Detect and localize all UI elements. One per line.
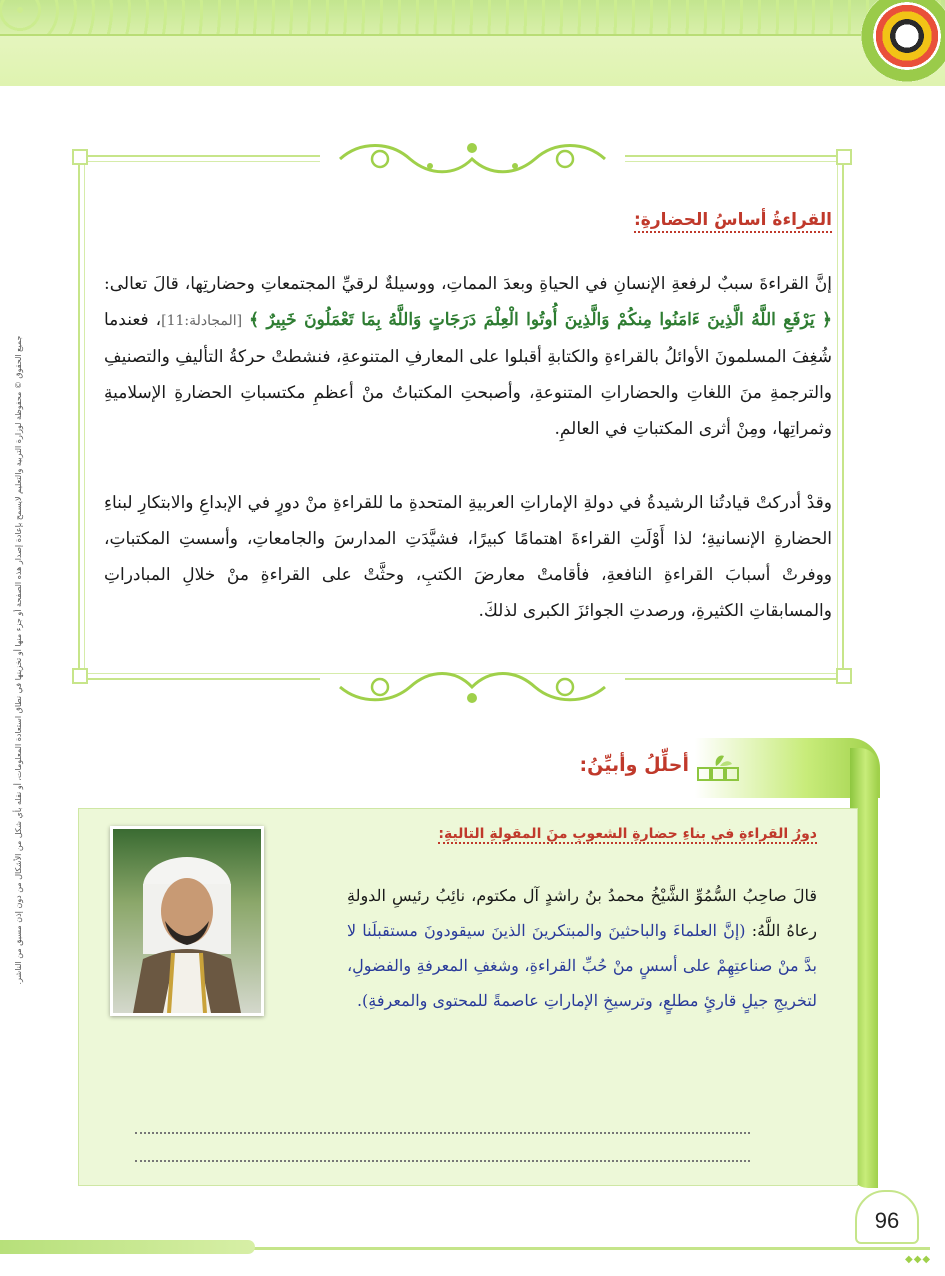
answer-line[interactable]	[135, 1160, 750, 1162]
paragraph-1	[104, 266, 832, 447]
footer-strip	[0, 1240, 255, 1254]
page-number: 96	[874, 1208, 900, 1233]
activity-question: دورُ القراءةِ في بناءِ حضارةِ الشعوبِ منَ المقولةِ التاليةِ:	[438, 826, 817, 842]
frame-corner	[836, 149, 852, 165]
books-icon	[696, 752, 740, 782]
activity-title: أحلِّلُ وأبيِّنُ:	[579, 754, 689, 776]
footer-dots-icon: ◆◆◆	[905, 1254, 932, 1265]
verse-citation: [المجادلة:11]	[161, 313, 243, 329]
section-title: القراءةُ أساسُ الحضارةِ:	[634, 210, 832, 233]
copyright-notice: جميع الحقوق © محفوظة لوزارة التربية والتعليم لايسمح بإعادة إصدار هذه الصفحة أو جزء منها أو تخزينها في نطاق استعادة المعلومات، أو نقله بأي شكل من الأشكال من دون إذن مسبق من الناشر.	[14, 335, 23, 985]
quote-text: (إنَّ العلماءَ والباحثينَ والمبتكرينَ الذينَ سيقودونَ مستقبلَنا لا بدَّ منْ صناعتِهِمْ على أسسٍ منْ حُبِّ القراءةِ، وشغفِ المعرفةِ والفضولِ، لتخريجِ جيلٍ قارئٍ مطلعٍ، وترسيخِ الإماراتِ عاصمةً للمحتوى والمعرفةِ).	[347, 921, 817, 1010]
quote-intro: قالَ صاحِبُ السُّمُوِّ الشَّيْخُ محمدُ بنُ راشدٍ آل مكتوم، نائِبُ رئيسِ الدولةِ رعاهُ اللَّهُ:	[347, 886, 818, 940]
paragraph-2: وقدْ أدركتْ قيادتُنا الرشيدةُ في دولةِ الإماراتِ العربيةِ المتحدةِ ما للقراءةِ منْ دورٍ في الإبداعِ والابتكارِ لبناءِ الحضارةِ الإنسانيةِ؛ لذا أَوْلَتِ القراءةَ اهتمامًا كبيرًا، فشيَّدَتِ المدارسَ والجامعاتِ، وأسستِ المكتباتِ، ووفرتْ أسبابَ القراءةِ النافعةِ، فأقامتْ معارضَ الكتبِ، وحثَّتْ على القراءةِ منْ خلالِ المبادراتِ والمسابقاتِ الكثيرةِ، ورصدتِ الجوائزَ الكبرى لذلكَ.	[104, 493, 832, 621]
quote-block	[347, 878, 817, 1018]
answer-line[interactable]	[135, 1132, 750, 1134]
paragraph-1-intro: إنَّ القراءةَ سببٌ لرفعةِ الإنسانِ في الحياةِ وبعدَ المماتِ، ووسيلةٌ لرقيِّ المجتمعاتِ وحضارتِها، قالَ تعالى:	[104, 274, 832, 294]
bottom-ornament-icon	[320, 664, 625, 710]
header-pattern	[0, 0, 945, 34]
quran-verse: ﴿ يَرْفَعِ اللَّهُ الَّذِينَ ءَامَنُوا مِنكُمْ وَالَّذِينَ أُوتُوا الْعِلْمَ دَرَجَاتٍ وَاللَّهُ بِمَا تَعْمَلُونَ خَبِيرٌ ﴾	[249, 310, 832, 330]
frame-corner	[72, 668, 88, 684]
top-ornament-icon	[320, 136, 625, 182]
portrait-photo	[110, 826, 264, 1016]
header-divider	[0, 34, 945, 36]
frame-corner	[836, 668, 852, 684]
paragraph-1-rest: ، فعندما شُغِفَ المسلمونَ الأوائلُ بالقراءةِ والكتابةِ أقبلوا على المعارفِ المتنوعةِ، فنشطتْ حركةُ التأليفِ والتصنيفِ والترجمةِ منَ اللغاتِ والحضاراتِ المتنوعةِ، وأصبحتِ المكتباتُ منْ أعظمِ مكتسباتِ الحضارةِ الإسلاميةِ وثمراتِها، ومِنْ أثرى المكتباتِ في العالمِ.	[104, 310, 832, 439]
frame-corner	[72, 149, 88, 165]
